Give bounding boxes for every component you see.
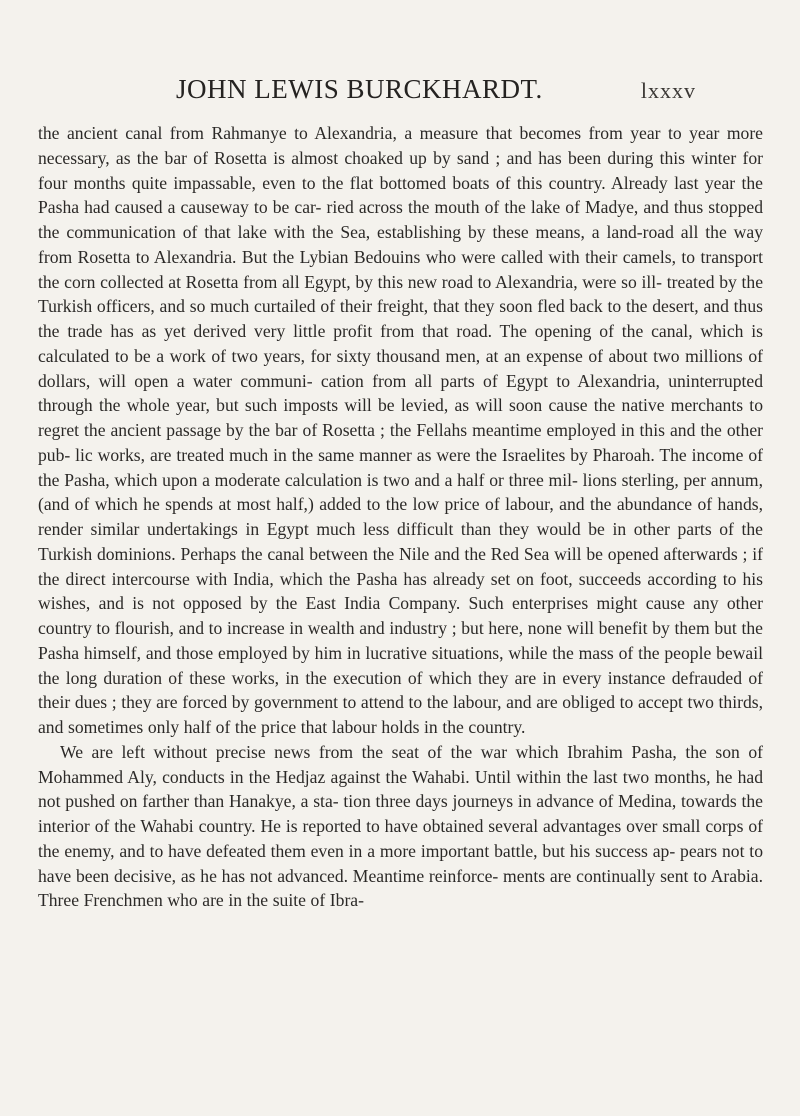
paragraph-war-news: We are left without precise news from the seat of the war which Ibrahim Pasha, the son of Mohammed Aly, conducts in the Hedjaz against the Wahabi. Until within the last two months, he had not pushed on farther than Hanakye, a sta- tion three days journeys in advance of Medina, towards the interior of the Wahabi country. He is reported to have obtained several advantages over small corps of the enemy, and to have defeated them even in a more important battle, but his success ap- pears not to have been decisive, as he has not advanced. Meantime reinforce- ments are continually sent to Arabia. Three Frenchmen who are in the suite of Ibra- (38, 741, 763, 911)
running-title: JOHN LEWIS BURCKHARDT. (176, 74, 543, 104)
paragraph-continued: the ancient canal from Rahmanye to Alexandria, a measure that becomes from year to year more necessary, as the bar of Rosetta is almost choaked up by sand ; and has been during this winter for four months quite impassable, even to the flat bottomed boats of this country. Already last year the Pasha had caused a causeway to be car- ried across the mouth of the lake of Madye, and thus stopped the communication of that lake with the Sea, establishing by these means, a land-road all the way from Rosetta to Alexandria. But the Lybian Bedouins who were called with their camels, to transport the corn collected at Rosetta from all Egypt, by this new road to Alexandria, were so ill- treated by the Turkish officers, and so much curtailed of their freight, that they soon fled back to the desert, and thus the trade has as yet derived very little profit from that road. The opening of the canal, which is calculated to be a work of two years, for sixty thousand men, at an expense of about two millions of dollars, will open a water communi- cation from all parts of Egypt to Alexandria, uninterrupted through the whole year, but such imposts will be levied, as will soon cause the native merchants to regret the ancient passage by the bar of Rosetta ; the Fellahs meantime employed in this and the other pub- lic works, are treated much in the same manner as were the Israelites by Pharoah. The income of the Pasha, which upon a moderate calculation is two and a half or three mil- lions sterling, per annum, (and of which he spends at most half,) added to the low price of labour, and the abundance of hands, render similar undertakings in Egypt much less difficult than they would be in other parts of the Turkish dominions. Perhaps the canal between the Nile and the Red Sea will be opened afterwards ; if the direct intercourse with India, which the Pasha has already set on foot, succeeds according to his wishes, and is not opposed by the East India Company. Such enterprises might cause any other country to flourish, and to increase in wealth and industry ; but here, none will benefit by them but the Pasha himself, and those employed by him in lucrative situations, while the mass of the people bewail the long duration of these works, in the execution of which they are in every instance defrauded of their dues ; they are forced by government to attend to the labour, and are obliged to accept two thirds, and sometimes only half of the price that labour holds in the country. (38, 123, 763, 737)
running-head (176, 74, 696, 114)
page-number: lxxxv (640, 78, 696, 103)
body-text (38, 121, 763, 913)
